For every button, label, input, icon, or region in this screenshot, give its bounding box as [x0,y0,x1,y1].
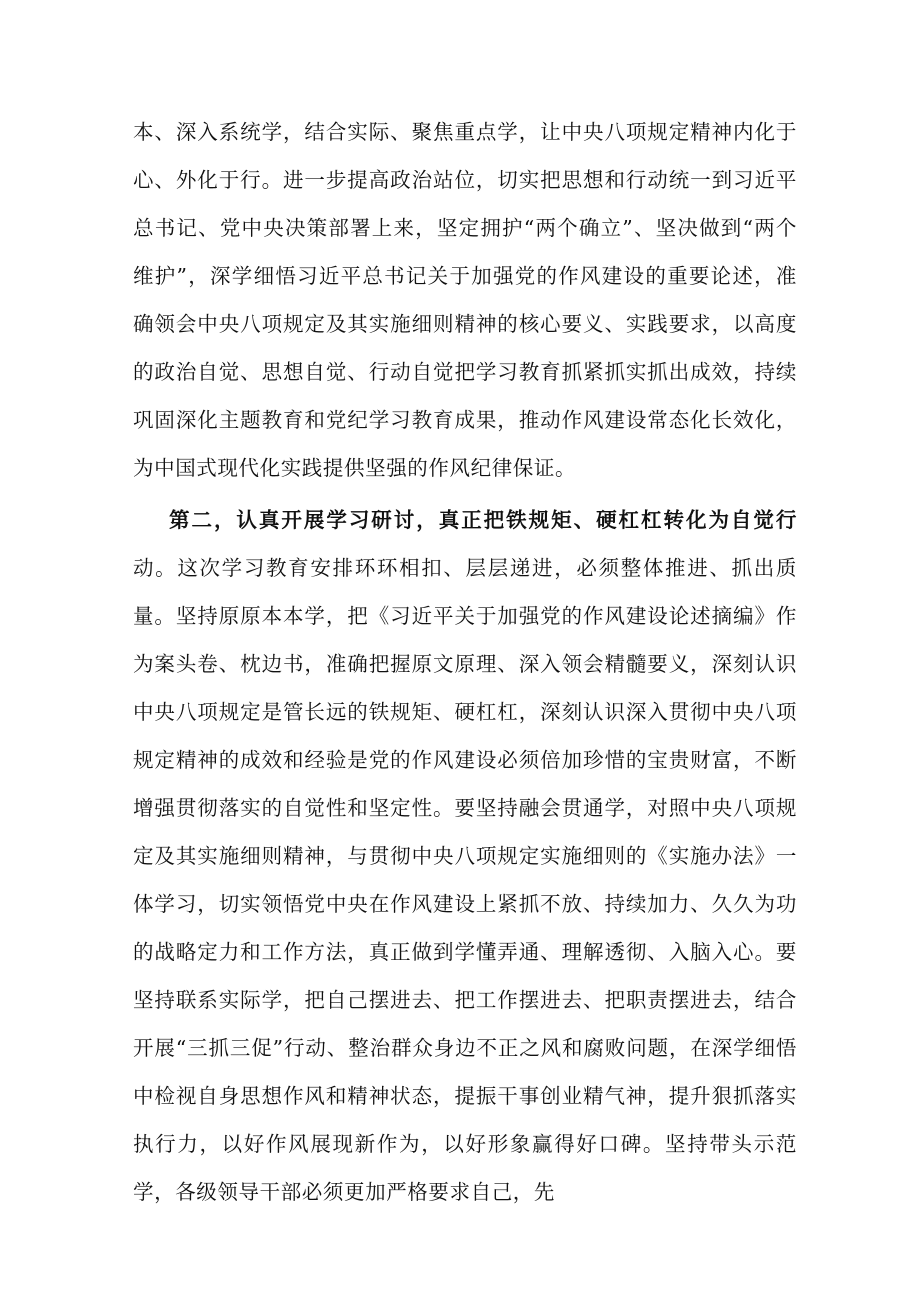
paragraph-2-body: 动。这次学习教育安排环环相扣、层层递进，必须整体推进、抓出质量。坚持原原本本学，把《习近平关于加强党的作风建设论述摘编》作为案头卷、枕边书，准确把握原文原理、深入领会精髓要义，深刻认识中央八项规定是管长远的铁规矩、硬杠杠，深刻认识深入贯彻中央八项规定精神的成效和经验是党的作风建设必须倍加珍惜的宝贵财富，不断增强贯彻落实的自觉性和坚定性。要坚持融会贯通学，对照中央八项规定及其实施细则精神，与贯彻中央八项规定实施细则的《实施办法》一体学习，切实领悟党中央在作风建设上紧抓不放、持续加力、久久为功的战略定力和工作方法，真正做到学懂弄通、理解透彻、入脑入心。要坚持联系实际学，把自己摆进去、把工作摆进去、把职责摆进去，结合开展“三抓三促”行动、整治群众身边不正之风和腐败问题，在深学细悟中检视自身思想作风和精神状态，提振干事创业精气神，提升狠抓落实执行力，以好作风展现新作为，以好形象赢得好口碑。坚持带头示范学，各级领导干部必须更加严格要求自己，先 [133,556,797,1204]
paragraph-1: 本、深入系统学，结合实际、聚焦重点学，让中央八项规定精神内化于心、外化于行。进一步提高政治站位，切实把思想和行动统一到习近平总书记、党中央决策部署上来，坚定拥护“两个确立”、坚决做到“两个维护”，深学细悟习近平总书记关于加强党的作风建设的重要论述，准确领会中央八项规定及其实施细则精神的核心要义、实践要求，以高度的政治自觉、思想自觉、行动自觉把学习教育抓紧抓实抓出成效，持续巩固深化主题教育和党纪学习教育成果，推动作风建设常态化长效化，为中国式现代化实践提供坚强的作风纪律保证。 [133,120,797,480]
paragraph-2-lead: 第二，认真开展学习研讨，真正把铁规矩、硬杠杠转化为自觉行 [169,508,797,532]
document-body [133,108,797,1216]
paragraph-2 [133,496,797,1216]
